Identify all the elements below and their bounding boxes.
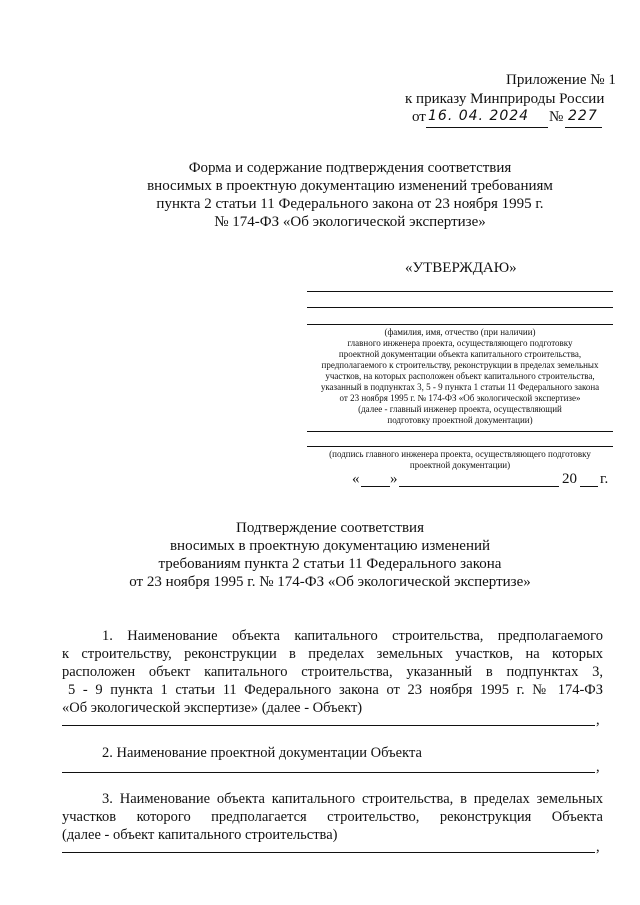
name-note-line: от 23 ноября 1995 г. № 174-ФЗ «Об экологической экспертизе» (339, 393, 581, 403)
doc-title-line: от 23 ноября 1995 г. № 174-ФЗ «Об экологической экспертизе» (129, 574, 531, 590)
name-note-line: подготовку проектной документации) (387, 415, 533, 425)
date-open-quote: « (352, 471, 360, 487)
year-suffix: г. (600, 471, 609, 487)
name-note (297, 327, 623, 426)
form-title-line: Форма и содержание подтверждения соответствия (188, 160, 512, 176)
signature-line (307, 446, 613, 447)
approve-line (307, 307, 613, 308)
form-title-line: вносимых в проектную документацию изменений требованиям (147, 178, 553, 194)
item-2: 2. Наименование проектной документации Объекта (102, 745, 422, 761)
signature-note (297, 449, 623, 471)
approve-line (307, 291, 613, 292)
date-close-quote: » (390, 471, 398, 487)
name-note-line: (фамилия, имя, отчество (при наличии) (384, 327, 536, 337)
item-3-line: 3. Наименование объекта капитального строительства, в пределах земельных (102, 791, 603, 807)
date-value: 16. 04. 2024 (428, 108, 530, 124)
signature-note-line: проектной документации) (409, 460, 511, 470)
name-note-line: предполагаемого к строительству, реконструкции в пределах земельных (321, 360, 599, 370)
item-1-line: расположен объект капитального строительства, указанный в подпунктах 3, (62, 664, 603, 680)
fill-line-comma: , (596, 839, 600, 855)
doc-title (80, 519, 580, 591)
year-prefix: 20 (562, 471, 577, 487)
fill-line (62, 852, 595, 853)
header-order-ref: к приказу Минприроды России (405, 91, 605, 107)
header-appendix: Приложение № 1 (506, 72, 616, 88)
name-note-line: указанный в подпунктах 3, 5 - 9 пункта 1 статьи 11 Федерального закона (320, 382, 600, 392)
number-prefix: № (549, 109, 564, 125)
number-value: 227 (568, 108, 598, 124)
doc-title-line: требованиям пункта 2 статьи 11 Федерального закона (158, 556, 502, 572)
form-title-line: пункта 2 статьи 11 Федерального закона от 23 ноября 1995 г. (156, 196, 544, 212)
approve-line (307, 324, 613, 325)
item-1-line: к строительству, реконструкции в пределах земельных участков, на которых (62, 646, 603, 662)
date-prefix: от (412, 109, 426, 125)
fill-line-comma: , (596, 712, 600, 728)
fill-line (62, 725, 595, 726)
doc-title-line: Подтверждение соответствия (236, 520, 424, 536)
fill-line (62, 772, 595, 773)
item-1-line: 1. Наименование объекта капитального строительства, предполагаемого (102, 628, 603, 644)
item-1 (62, 627, 603, 717)
form-title-line: № 174-ФЗ «Об экологической экспертизе» (214, 214, 486, 230)
item-1-line: 5 - 9 пункта 1 статьи 11 Федерального закона от 23 ноября 1995 г. № 174-ФЗ (68, 682, 603, 698)
name-note-line: главного инженера проекта, осуществляющего подготовку (347, 338, 573, 348)
fill-line-comma: , (596, 759, 600, 775)
item-3 (62, 790, 603, 844)
approve-line (307, 431, 613, 432)
doc-title-line: вносимых в проектную документацию изменений (169, 538, 491, 554)
name-note-line: участков, на которых расположен объект капитального строительства, (325, 371, 595, 381)
item-3-line: участков которого предполагается строительство, реконструкция Объекта (62, 809, 603, 825)
approve-date (352, 470, 614, 490)
header-date-line (412, 108, 612, 130)
signature-note-line: (подпись главного инженера проекта, осуществляющего подготовку (329, 449, 591, 459)
name-note-line: проектной документации объекта капитального строительства, (338, 349, 582, 359)
item-3-line: (далее - объект капитального строительства) (62, 827, 338, 843)
name-note-line: (далее - главный инженер проекта, осуществляющий (358, 404, 562, 414)
item-1-line: «Об экологической экспертизе» (далее - Объект) (62, 700, 363, 716)
form-title (110, 159, 590, 231)
approve-title: «УТВЕРЖДАЮ» (405, 260, 517, 276)
